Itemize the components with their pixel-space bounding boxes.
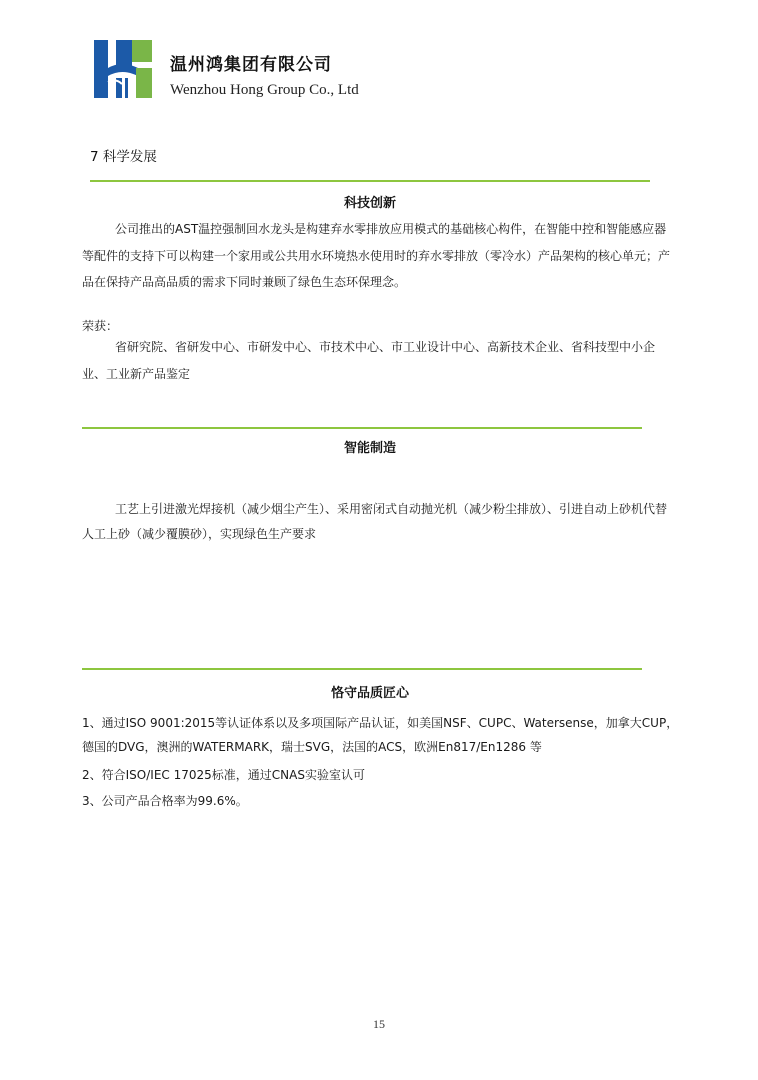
divider-line	[82, 427, 642, 429]
manufacturing-body: 工艺上引进激光焊接机（减少烟尘产生）、采用密闭式自动抛光机（减少粉尘排放）、引进自动上砂机代替人工上砂（减少覆膜砂），实现绿色生产要求	[82, 502, 668, 541]
divider-line	[82, 668, 642, 670]
company-name-cn: 温州鸿集团有限公司	[170, 55, 332, 75]
quality-item: 2、符合ISO/IEC 17025标准，通过CNAS实验室认可	[82, 768, 365, 782]
innovation-body: 公司推出的AST温控强制回水龙头是构建弃水零排放应用模式的基础核心构件，在智能中控和智能感应器等配件的支持下可以构建一个家用或公共用水环境热水使用时的弃水零排放（零冷水）产品架构的核心单元；产品在保持产品高品质的需求下同时兼顾了绿色生态环保理念。	[82, 222, 671, 289]
honors-list: 省研究院、省研发中心、市研发中心、市技术中心、市工业设计中心、高新技术企业、省科技型中小企业、工业新产品鉴定	[82, 340, 656, 381]
quality-item: 3、公司产品合格率为99.6%。	[82, 794, 248, 808]
divider-line	[90, 180, 650, 182]
quality-item: 1、通过ISO 9001:2015等认证体系以及多项国际产品认证，如美国NSF、CUPC、Watersense，加拿大CUP，德国的DVG，澳洲的WATERMARK，瑞士SVG，法国的ACS，欧洲En817/En1286 等	[82, 716, 679, 754]
innovation-title: 科技创新	[343, 196, 396, 211]
page-number: 15	[373, 1017, 385, 1031]
company-name-en: Wenzhou Hong Group Co., Ltd	[170, 82, 359, 98]
honor-label: 荣获：	[82, 319, 119, 333]
company-logo	[92, 38, 154, 100]
quality-title: 恪守品质匠心	[330, 686, 409, 701]
section-heading: 7 科学发展	[90, 149, 157, 165]
manufacturing-title: 智能制造	[343, 441, 396, 456]
